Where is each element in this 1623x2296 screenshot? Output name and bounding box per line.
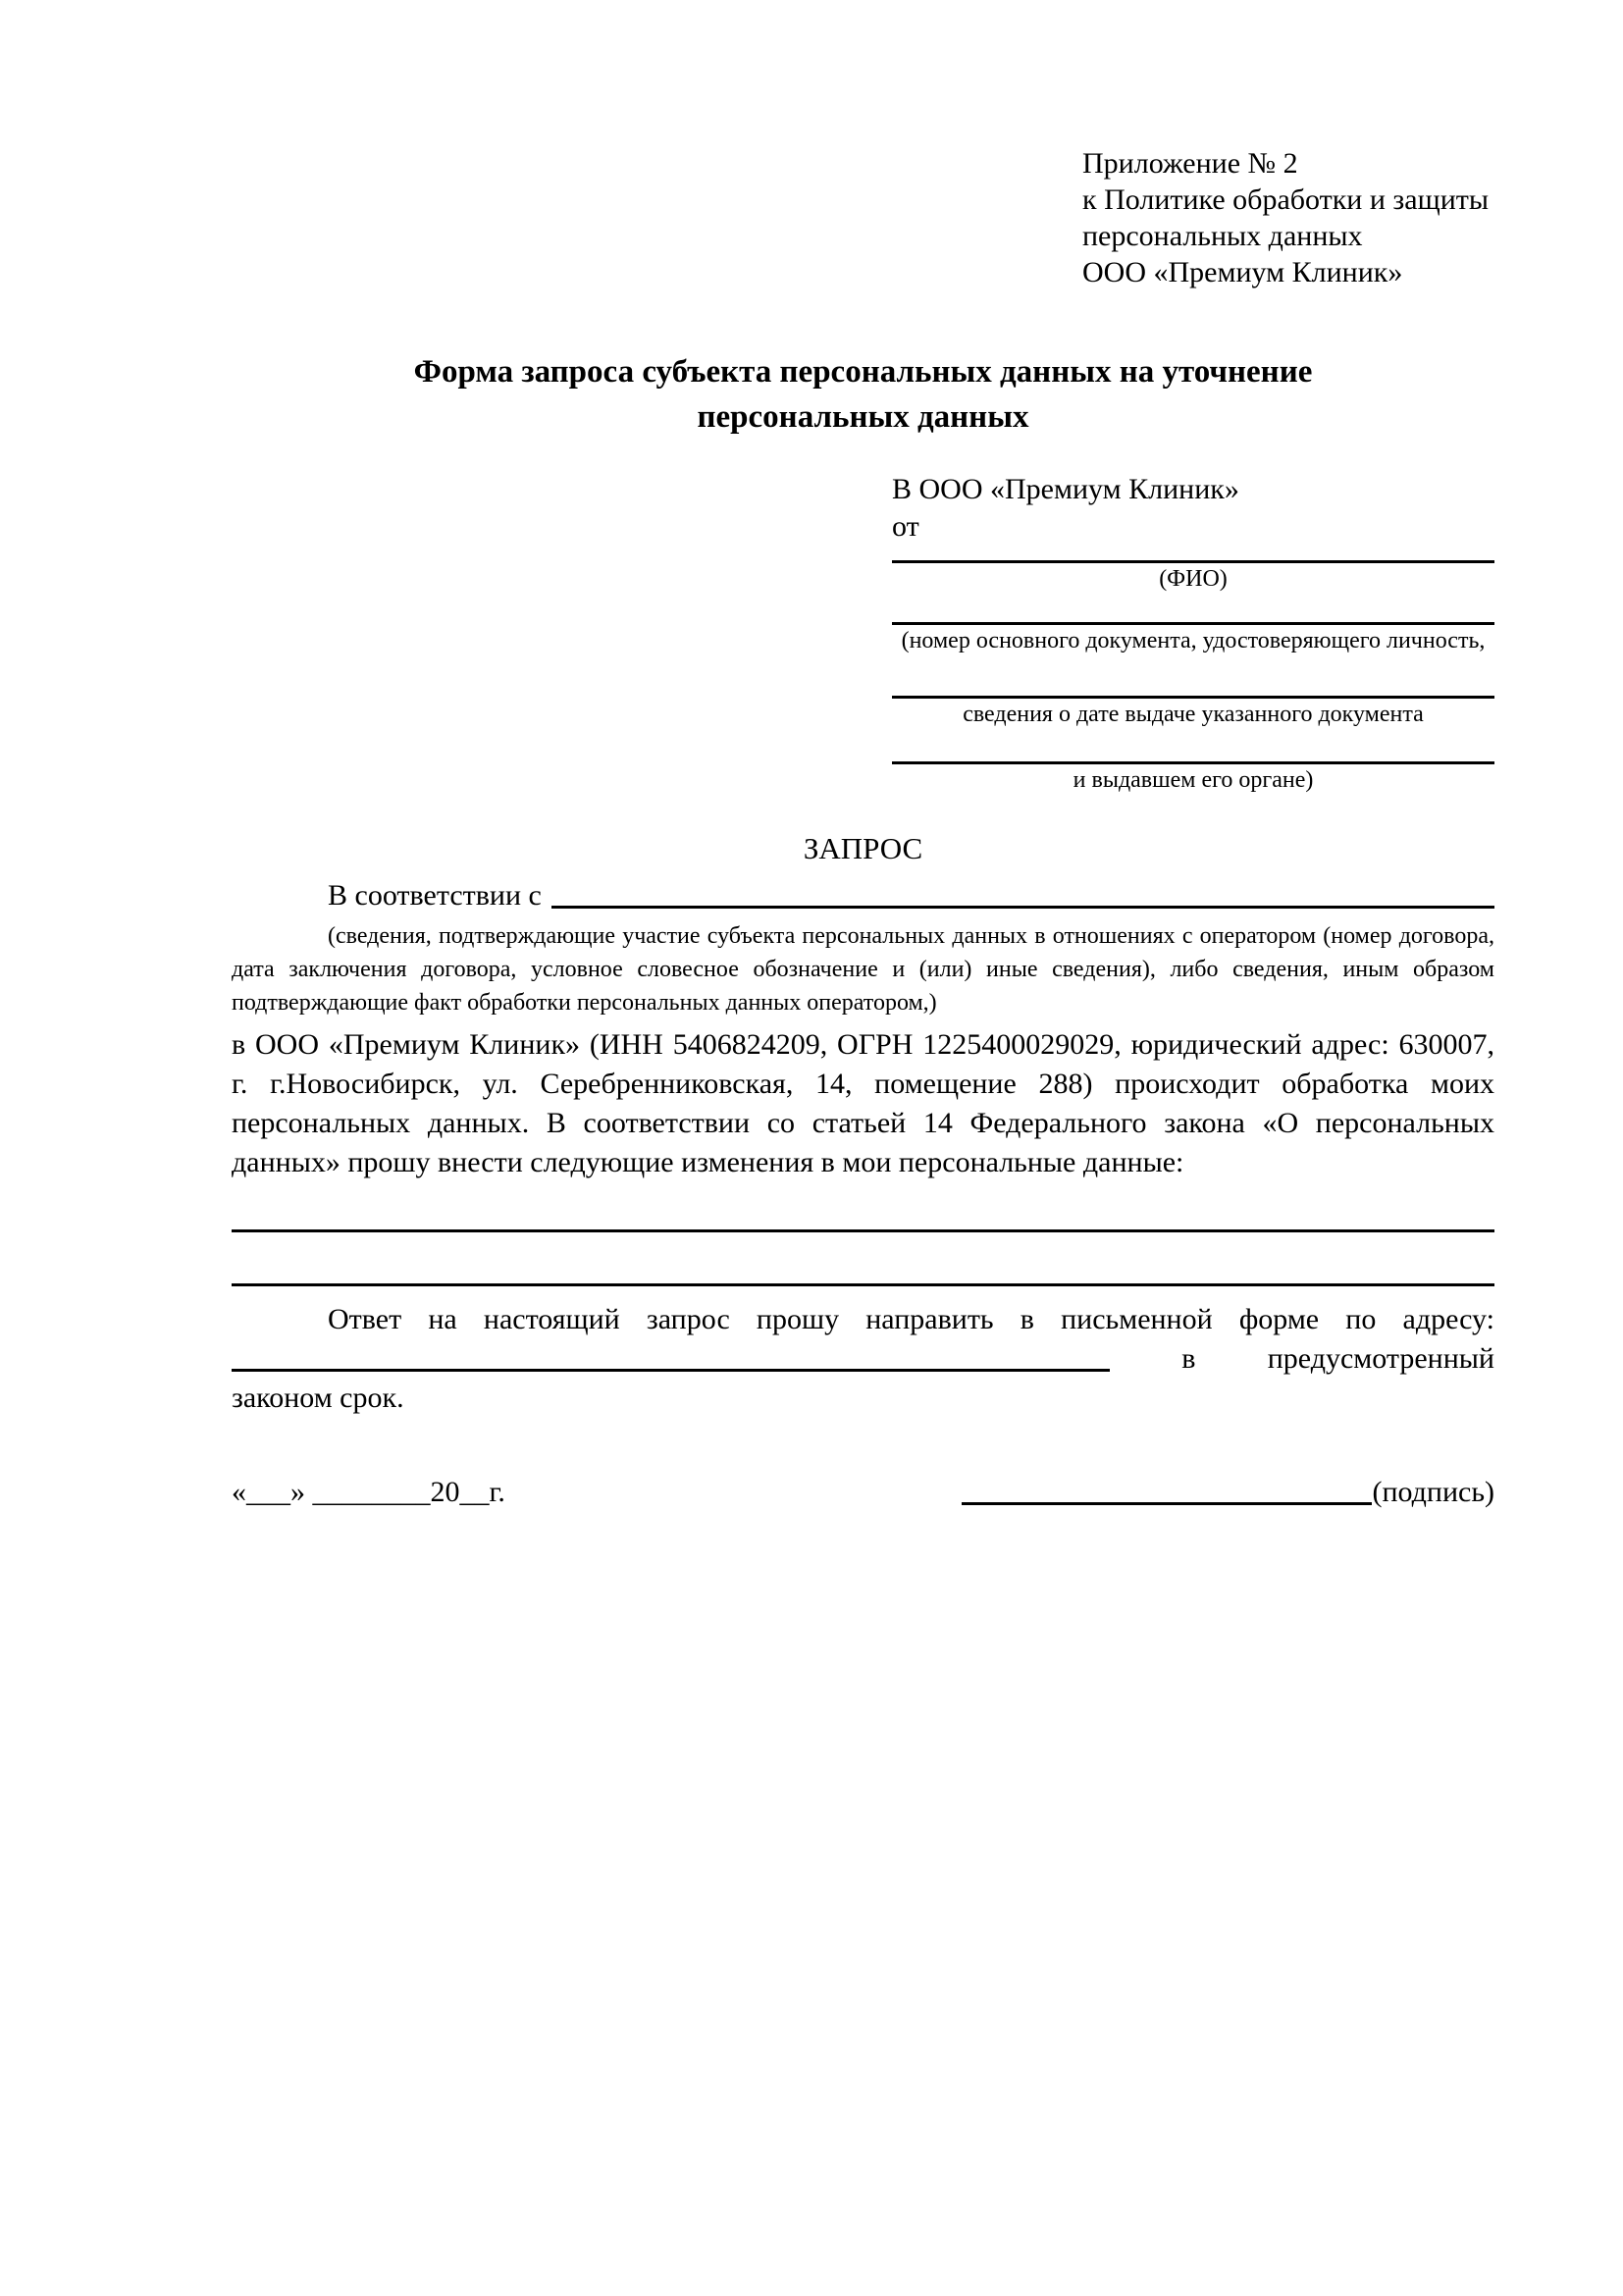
body-paragraph: в ООО «Премиум Клиник» (ИНН 5406824209, ОГРН 1225400029029, юридический адрес: 630007, г. г.Новосибирск, ул. Серебренниковская, 14, помещение 288) происходит обработка моих персональных данных. В соответствии со статьей 14 Федерального закона «О персональных данных» прошу внести следующие изменения в мои персональные данные: — [232, 1028, 1494, 1178]
footer-row — [232, 1473, 1494, 1512]
request-heading: ЗАПРОС — [803, 831, 923, 865]
reply-closing: законом срок. — [232, 1382, 404, 1414]
addressee-block — [892, 471, 1494, 794]
accordance-note: (сведения, подтверждающие участие субъекта персональных данных в отношениях с оператором (номер договора, дата заключения договора, условное словесное обозначение и (или) иные сведения), либо сведения, иным образом подтверждающие факт обработки персональных данных оператором,) — [232, 923, 1494, 1016]
date-line: «___» ________20__г. — [232, 1476, 505, 1508]
signature-blank-line — [962, 1502, 1372, 1505]
signature-group — [962, 1473, 1494, 1512]
document-title: Форма запроса субъекта персональных данных на уточнение персональных данных — [413, 354, 1313, 435]
signature-label: (подпись) — [1372, 1476, 1494, 1508]
appendix-header-line: персональных данных — [1082, 220, 1363, 252]
addressee-to: В ООО «Премиум Клиник» — [892, 473, 1239, 505]
appendix-header-line: ООО «Премиум Клиник» — [1082, 256, 1403, 288]
issue-date-label: сведения о дате выдаче указанного документа — [963, 702, 1424, 727]
reply-address-row — [232, 1339, 1494, 1379]
reply-sentence: Ответ на настоящий запрос прошу направить в письменной форме по адресу: — [328, 1303, 1494, 1335]
accordance-prefix: В соответствии с — [328, 879, 542, 912]
appendix-header — [1082, 145, 1494, 290]
reply-tail-word: в — [1181, 1342, 1196, 1375]
doc-number-label: (номер основного документа, удостоверяющего личность, — [901, 628, 1486, 653]
reply-address-blank-line — [232, 1369, 1110, 1372]
accordance-blank-line — [551, 906, 1494, 909]
accordance-line — [232, 876, 1494, 915]
fio-label: (ФИО) — [1159, 566, 1228, 592]
appendix-header-line: Приложение № 2 — [1082, 147, 1298, 180]
appendix-header-line: к Политике обработки и защиты — [1082, 183, 1490, 216]
issuing-authority-label: и выдавшем его органе) — [1073, 767, 1314, 793]
addressee-from: от — [892, 510, 919, 543]
changes-blank-line-2 — [232, 1232, 1494, 1286]
reply-tail-word: предусмотренный — [1267, 1342, 1494, 1375]
changes-blank-line-1 — [232, 1182, 1494, 1232]
